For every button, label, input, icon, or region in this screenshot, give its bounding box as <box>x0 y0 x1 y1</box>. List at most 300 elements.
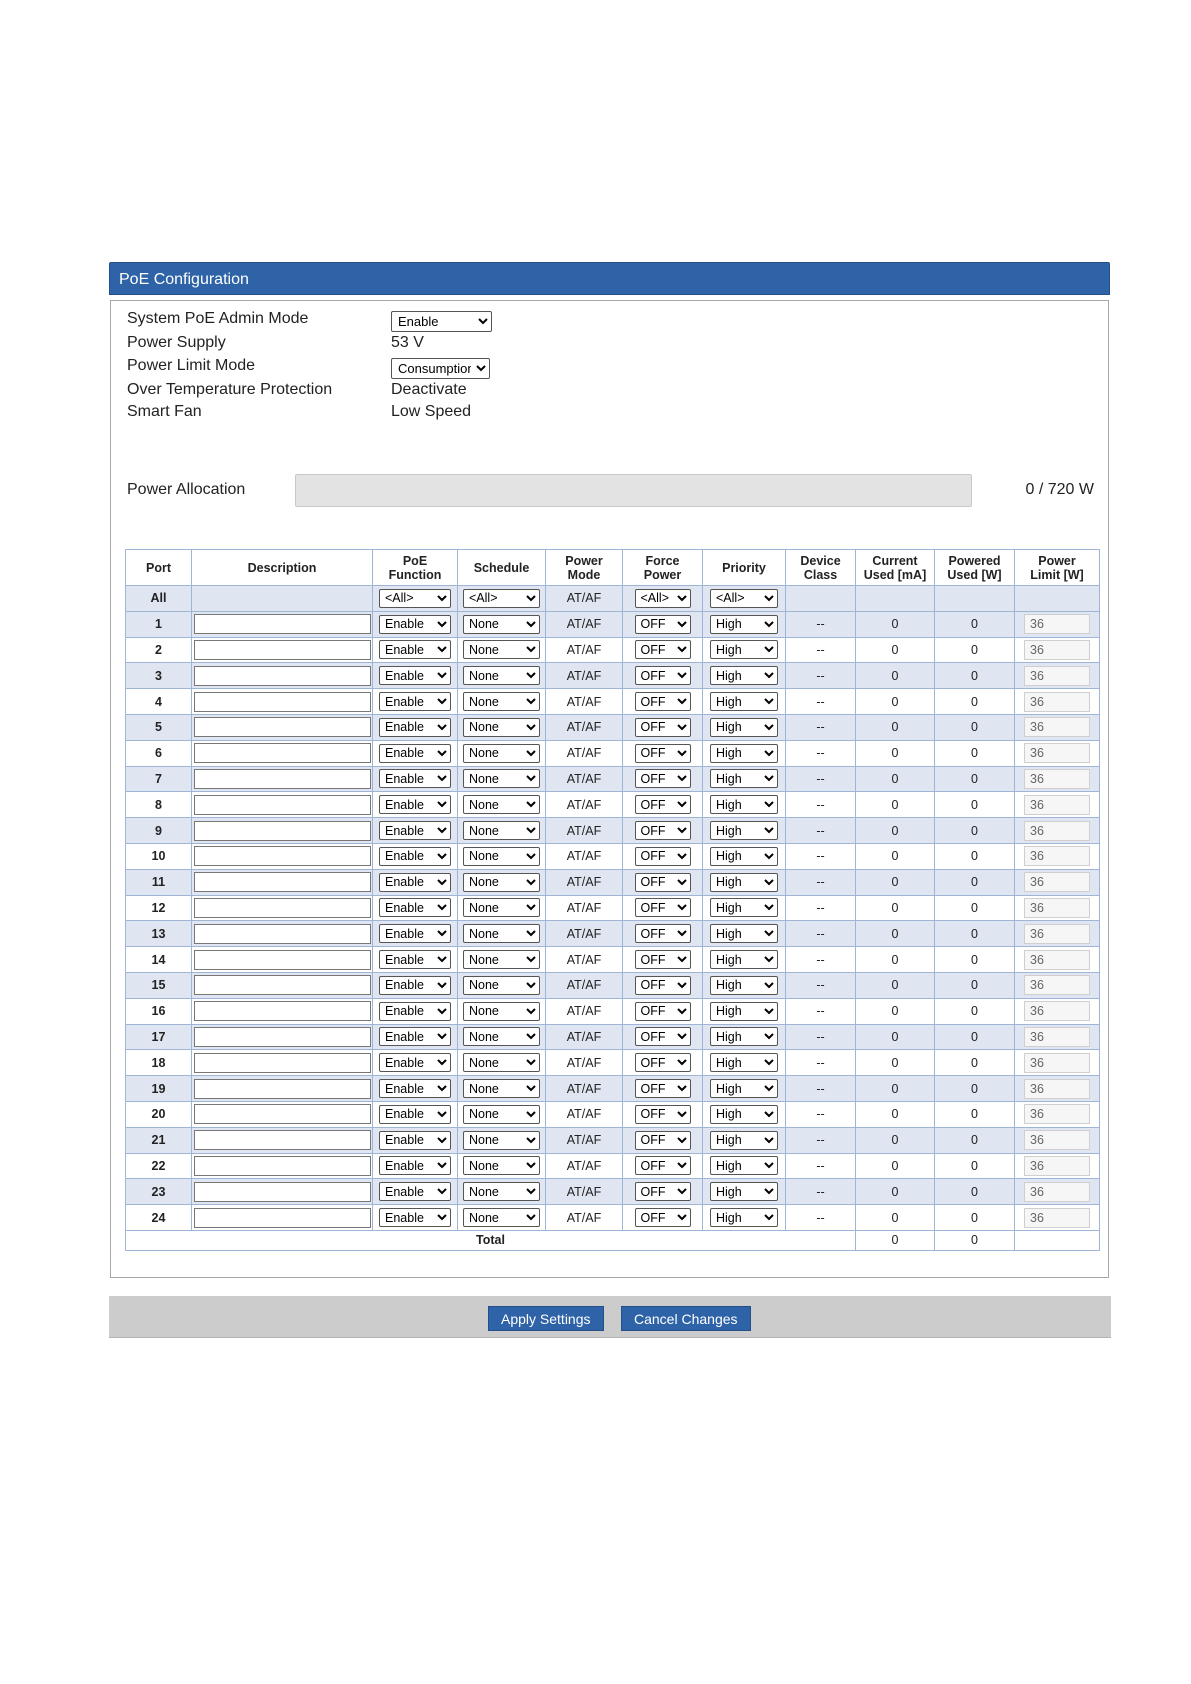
power-limit-input <box>1024 1104 1090 1124</box>
force-power-select[interactable] <box>635 847 691 866</box>
powered-used: 0 <box>935 689 1015 715</box>
priority-select[interactable] <box>710 1105 778 1124</box>
device-class: -- <box>786 714 856 740</box>
power-mode: AT/AF <box>546 766 623 792</box>
schedule-select[interactable] <box>463 615 540 634</box>
power-limit-input <box>1024 717 1090 737</box>
power-limit-cell <box>1015 637 1100 663</box>
schedule-select[interactable] <box>463 692 540 711</box>
description-cell <box>192 663 373 689</box>
over-temp-value: Deactivate <box>391 381 467 398</box>
poe-function-select[interactable] <box>379 744 451 763</box>
current-used: 0 <box>856 998 935 1024</box>
schedule-select[interactable] <box>463 924 540 943</box>
priority-select[interactable] <box>710 898 778 917</box>
all-power-mode: AT/AF <box>546 586 623 612</box>
force-power-select[interactable] <box>635 1208 691 1227</box>
description-cell <box>192 637 373 663</box>
power-mode: AT/AF <box>546 1076 623 1102</box>
power-supply-label: Power Supply <box>127 334 226 351</box>
description-input[interactable] <box>194 872 371 892</box>
description-input[interactable] <box>194 743 371 763</box>
power-limit-input <box>1024 846 1090 866</box>
power-limit-input <box>1024 769 1090 789</box>
table-row <box>126 947 1100 973</box>
port-number: 12 <box>126 895 192 921</box>
description-cell <box>192 818 373 844</box>
total-row <box>126 1230 1100 1250</box>
description-cell <box>192 1076 373 1102</box>
description-cell <box>192 1205 373 1231</box>
powered-used: 0 <box>935 1076 1015 1102</box>
power-limit-input <box>1024 1053 1090 1073</box>
current-used: 0 <box>856 1024 935 1050</box>
device-class: -- <box>786 869 856 895</box>
current-used: 0 <box>856 740 935 766</box>
current-used: 0 <box>856 689 935 715</box>
description-input[interactable] <box>194 666 371 686</box>
priority-select[interactable] <box>710 1156 778 1175</box>
total-current: 0 <box>856 1230 935 1250</box>
schedule-select[interactable] <box>463 666 540 685</box>
port-number: 11 <box>126 869 192 895</box>
poe-function-select[interactable] <box>379 795 451 814</box>
powered-used: 0 <box>935 766 1015 792</box>
table-row <box>126 1050 1100 1076</box>
table-row <box>126 998 1100 1024</box>
priority-select[interactable] <box>710 640 778 659</box>
poe-function-select[interactable] <box>379 1105 451 1124</box>
powered-used: 0 <box>935 1179 1015 1205</box>
force-power-select[interactable] <box>635 1027 691 1046</box>
poe-function-select[interactable] <box>379 666 451 685</box>
force-power-select[interactable] <box>635 976 691 995</box>
priority-select[interactable] <box>710 821 778 840</box>
priority-select[interactable] <box>710 795 778 814</box>
force-power-select[interactable] <box>635 1002 691 1021</box>
header-device-class: Device Class <box>786 550 856 586</box>
description-input[interactable] <box>194 795 371 815</box>
powered-used: 0 <box>935 740 1015 766</box>
power-mode: AT/AF <box>546 1050 623 1076</box>
force-power-select[interactable] <box>635 873 691 892</box>
priority-select[interactable] <box>710 924 778 943</box>
table-row <box>126 766 1100 792</box>
powered-used: 0 <box>935 1127 1015 1153</box>
poe-function-select[interactable] <box>379 1208 451 1227</box>
schedule-select[interactable] <box>463 950 540 969</box>
table-row <box>126 921 1100 947</box>
current-used: 0 <box>856 1205 935 1231</box>
force-power-select[interactable] <box>635 640 691 659</box>
force-power-select[interactable] <box>635 1105 691 1124</box>
device-class: -- <box>786 611 856 637</box>
force-power-select[interactable] <box>635 744 691 763</box>
device-class: -- <box>786 1101 856 1127</box>
current-used: 0 <box>856 714 935 740</box>
poe-function-select[interactable] <box>379 640 451 659</box>
schedule-select[interactable] <box>463 976 540 995</box>
force-power-select[interactable] <box>635 1079 691 1098</box>
power-limit-cell <box>1015 921 1100 947</box>
description-input[interactable] <box>194 692 371 712</box>
powered-used: 0 <box>935 1153 1015 1179</box>
power-limit-cell <box>1015 714 1100 740</box>
schedule-select[interactable] <box>463 1105 540 1124</box>
schedule-select[interactable] <box>463 1131 540 1150</box>
device-class: -- <box>786 740 856 766</box>
power-limit-input <box>1024 924 1090 944</box>
priority-select[interactable] <box>710 1079 778 1098</box>
description-input[interactable] <box>194 1208 371 1228</box>
description-input[interactable] <box>194 924 371 944</box>
port-number: 17 <box>126 1024 192 1050</box>
powered-used: 0 <box>935 611 1015 637</box>
description-cell <box>192 972 373 998</box>
schedule-select[interactable] <box>463 795 540 814</box>
description-input[interactable] <box>194 1104 371 1124</box>
power-limit-cell <box>1015 947 1100 973</box>
table-row <box>126 637 1100 663</box>
description-input[interactable] <box>194 614 371 634</box>
power-mode: AT/AF <box>546 921 623 947</box>
powered-used: 0 <box>935 998 1015 1024</box>
priority-select[interactable] <box>710 1002 778 1021</box>
priority-select[interactable] <box>710 666 778 685</box>
poe-function-select[interactable] <box>379 769 451 788</box>
poe-function-select[interactable] <box>379 1131 451 1150</box>
poe-function-select[interactable] <box>379 692 451 711</box>
power-limit-input <box>1024 950 1090 970</box>
device-class: -- <box>786 998 856 1024</box>
current-used: 0 <box>856 972 935 998</box>
current-used: 0 <box>856 895 935 921</box>
power-limit-cell <box>1015 792 1100 818</box>
power-limit-cell <box>1015 998 1100 1024</box>
poe-function-select[interactable] <box>379 924 451 943</box>
power-limit-input <box>1024 1208 1090 1228</box>
power-limit-input <box>1024 1079 1090 1099</box>
port-number: 15 <box>126 972 192 998</box>
power-limit-cell <box>1015 1153 1100 1179</box>
poe-function-select[interactable] <box>379 718 451 737</box>
poe-function-select[interactable] <box>379 1053 451 1072</box>
table-row <box>126 1205 1100 1231</box>
header-power-mode: Power Mode <box>546 550 623 586</box>
apply-settings-button[interactable]: Apply Settings <box>488 1306 604 1331</box>
table-header-row <box>126 550 1100 586</box>
current-used: 0 <box>856 947 935 973</box>
power-mode: AT/AF <box>546 714 623 740</box>
schedule-select[interactable] <box>463 744 540 763</box>
power-limit-input <box>1024 743 1090 763</box>
power-mode: AT/AF <box>546 740 623 766</box>
priority-select[interactable] <box>710 1182 778 1201</box>
port-number: 4 <box>126 689 192 715</box>
description-cell <box>192 921 373 947</box>
power-mode: AT/AF <box>546 895 623 921</box>
priority-select[interactable] <box>710 976 778 995</box>
all-priority-select[interactable] <box>710 589 778 608</box>
power-mode: AT/AF <box>546 1153 623 1179</box>
force-power-select[interactable] <box>635 898 691 917</box>
device-class: -- <box>786 895 856 921</box>
header-poe-function: PoE Function <box>373 550 458 586</box>
schedule-select[interactable] <box>463 718 540 737</box>
current-used: 0 <box>856 663 935 689</box>
description-input[interactable] <box>194 1027 371 1047</box>
force-power-select[interactable] <box>635 666 691 685</box>
description-cell <box>192 1050 373 1076</box>
description-input[interactable] <box>194 1053 371 1073</box>
power-limit-input <box>1024 640 1090 660</box>
port-number: 16 <box>126 998 192 1024</box>
priority-select[interactable] <box>710 873 778 892</box>
power-allocation-value: 0 / 720 W <box>1025 481 1094 498</box>
priority-select[interactable] <box>710 1208 778 1227</box>
priority-select[interactable] <box>710 1027 778 1046</box>
power-mode: AT/AF <box>546 1179 623 1205</box>
schedule-select[interactable] <box>463 769 540 788</box>
port-number: 24 <box>126 1205 192 1231</box>
description-input[interactable] <box>194 846 371 866</box>
table-row <box>126 818 1100 844</box>
description-cell <box>192 689 373 715</box>
force-power-select[interactable] <box>635 718 691 737</box>
device-class: -- <box>786 689 856 715</box>
all-ports-row <box>126 586 1100 612</box>
power-limit-input <box>1024 614 1090 634</box>
powered-used: 0 <box>935 1101 1015 1127</box>
port-number: 7 <box>126 766 192 792</box>
poe-function-select[interactable] <box>379 847 451 866</box>
schedule-select[interactable] <box>463 898 540 917</box>
limit-mode-select[interactable] <box>391 358 490 379</box>
priority-select[interactable] <box>710 744 778 763</box>
port-number: 10 <box>126 843 192 869</box>
power-limit-input <box>1024 1130 1090 1150</box>
schedule-select[interactable] <box>463 1027 540 1046</box>
powered-used: 0 <box>935 869 1015 895</box>
poe-function-select[interactable] <box>379 1027 451 1046</box>
table-row <box>126 843 1100 869</box>
port-number: 5 <box>126 714 192 740</box>
all-force-select[interactable] <box>635 589 691 608</box>
priority-select[interactable] <box>710 847 778 866</box>
powered-used: 0 <box>935 895 1015 921</box>
poe-function-select[interactable] <box>379 821 451 840</box>
table-row <box>126 714 1100 740</box>
force-power-select[interactable] <box>635 769 691 788</box>
current-used: 0 <box>856 843 935 869</box>
description-input[interactable] <box>194 950 371 970</box>
description-input[interactable] <box>194 1079 371 1099</box>
smart-fan-value: Low Speed <box>391 403 472 420</box>
force-power-select[interactable] <box>635 1182 691 1201</box>
table-row <box>126 869 1100 895</box>
device-class: -- <box>786 1153 856 1179</box>
powered-used: 0 <box>935 637 1015 663</box>
schedule-select[interactable] <box>463 1053 540 1072</box>
schedule-select[interactable] <box>463 847 540 866</box>
power-limit-input <box>1024 795 1090 815</box>
description-input[interactable] <box>194 1001 371 1021</box>
smart-fan-label: Smart Fan <box>127 403 202 420</box>
description-cell <box>192 611 373 637</box>
current-used: 0 <box>856 1076 935 1102</box>
total-powered: 0 <box>935 1230 1015 1250</box>
power-mode: AT/AF <box>546 689 623 715</box>
priority-select[interactable] <box>710 692 778 711</box>
poe-function-select[interactable] <box>379 873 451 892</box>
power-allocation-bar <box>295 474 972 507</box>
priority-select[interactable] <box>710 615 778 634</box>
priority-select[interactable] <box>710 769 778 788</box>
poe-function-select[interactable] <box>379 615 451 634</box>
header-force-power: Force Power <box>623 550 703 586</box>
power-mode: AT/AF <box>546 998 623 1024</box>
powered-used: 0 <box>935 792 1015 818</box>
description-input[interactable] <box>194 1182 371 1202</box>
description-input[interactable] <box>194 1156 371 1176</box>
priority-select[interactable] <box>710 1053 778 1072</box>
poe-function-select[interactable] <box>379 1182 451 1201</box>
poe-function-select[interactable] <box>379 976 451 995</box>
description-cell <box>192 869 373 895</box>
force-power-select[interactable] <box>635 950 691 969</box>
current-used: 0 <box>856 637 935 663</box>
power-mode: AT/AF <box>546 1101 623 1127</box>
port-number: 22 <box>126 1153 192 1179</box>
power-mode: AT/AF <box>546 1205 623 1231</box>
power-limit-input <box>1024 1027 1090 1047</box>
schedule-select[interactable] <box>463 873 540 892</box>
port-number: 23 <box>126 1179 192 1205</box>
device-class: -- <box>786 637 856 663</box>
all-function-select[interactable] <box>379 589 451 608</box>
schedule-select[interactable] <box>463 1208 540 1227</box>
description-input[interactable] <box>194 898 371 918</box>
schedule-select[interactable] <box>463 1156 540 1175</box>
force-power-select[interactable] <box>635 795 691 814</box>
table-row <box>126 895 1100 921</box>
admin-mode-select[interactable] <box>391 311 492 332</box>
description-input[interactable] <box>194 717 371 737</box>
device-class: -- <box>786 843 856 869</box>
description-cell <box>192 1127 373 1153</box>
current-used: 0 <box>856 766 935 792</box>
port-number: 18 <box>126 1050 192 1076</box>
powered-used: 0 <box>935 843 1015 869</box>
device-class: -- <box>786 1050 856 1076</box>
powered-used: 0 <box>935 1024 1015 1050</box>
description-cell <box>192 1101 373 1127</box>
cancel-changes-button[interactable]: Cancel Changes <box>621 1306 751 1331</box>
current-used: 0 <box>856 1127 935 1153</box>
schedule-select[interactable] <box>463 821 540 840</box>
port-number: 21 <box>126 1127 192 1153</box>
device-class: -- <box>786 921 856 947</box>
schedule-select[interactable] <box>463 1079 540 1098</box>
device-class: -- <box>786 792 856 818</box>
device-class: -- <box>786 1024 856 1050</box>
priority-select[interactable] <box>710 718 778 737</box>
description-input[interactable] <box>194 640 371 660</box>
port-number: 8 <box>126 792 192 818</box>
all-description-cell <box>192 586 373 612</box>
current-used: 0 <box>856 1153 935 1179</box>
poe-port-table <box>125 549 1100 1251</box>
force-power-select[interactable] <box>635 1131 691 1150</box>
current-used: 0 <box>856 1050 935 1076</box>
description-input[interactable] <box>194 769 371 789</box>
force-power-select[interactable] <box>635 1053 691 1072</box>
description-cell <box>192 792 373 818</box>
schedule-select[interactable] <box>463 640 540 659</box>
poe-function-select[interactable] <box>379 1002 451 1021</box>
powered-used: 0 <box>935 921 1015 947</box>
device-class: -- <box>786 1127 856 1153</box>
force-power-select[interactable] <box>635 615 691 634</box>
poe-function-select[interactable] <box>379 950 451 969</box>
device-class: -- <box>786 663 856 689</box>
port-number: 9 <box>126 818 192 844</box>
header-port: Port <box>126 550 192 586</box>
power-limit-cell <box>1015 1024 1100 1050</box>
poe-function-select[interactable] <box>379 898 451 917</box>
priority-select[interactable] <box>710 950 778 969</box>
schedule-select[interactable] <box>463 1182 540 1201</box>
power-limit-input <box>1024 975 1090 995</box>
power-limit-cell <box>1015 1179 1100 1205</box>
force-power-select[interactable] <box>635 1156 691 1175</box>
all-schedule-select[interactable] <box>463 589 540 608</box>
power-limit-cell <box>1015 1076 1100 1102</box>
header-description: Description <box>192 550 373 586</box>
power-limit-input <box>1024 898 1090 918</box>
poe-function-select[interactable] <box>379 1079 451 1098</box>
header-schedule: Schedule <box>458 550 546 586</box>
description-cell <box>192 947 373 973</box>
header-priority: Priority <box>703 550 786 586</box>
poe-function-select[interactable] <box>379 1156 451 1175</box>
table-row <box>126 792 1100 818</box>
force-power-select[interactable] <box>635 692 691 711</box>
power-mode: AT/AF <box>546 843 623 869</box>
schedule-select[interactable] <box>463 1002 540 1021</box>
powered-used: 0 <box>935 1050 1015 1076</box>
power-limit-input <box>1024 692 1090 712</box>
device-class: -- <box>786 972 856 998</box>
force-power-select[interactable] <box>635 821 691 840</box>
table-row <box>126 1076 1100 1102</box>
power-limit-cell <box>1015 766 1100 792</box>
current-used: 0 <box>856 1101 935 1127</box>
description-input[interactable] <box>194 821 371 841</box>
power-limit-cell <box>1015 611 1100 637</box>
description-cell <box>192 1179 373 1205</box>
description-input[interactable] <box>194 975 371 995</box>
power-limit-cell <box>1015 689 1100 715</box>
power-limit-cell <box>1015 869 1100 895</box>
port-number: 13 <box>126 921 192 947</box>
power-mode: AT/AF <box>546 947 623 973</box>
force-power-select[interactable] <box>635 924 691 943</box>
priority-select[interactable] <box>710 1131 778 1150</box>
header-powered-used: Powered Used [W] <box>935 550 1015 586</box>
table-row <box>126 689 1100 715</box>
description-input[interactable] <box>194 1130 371 1150</box>
